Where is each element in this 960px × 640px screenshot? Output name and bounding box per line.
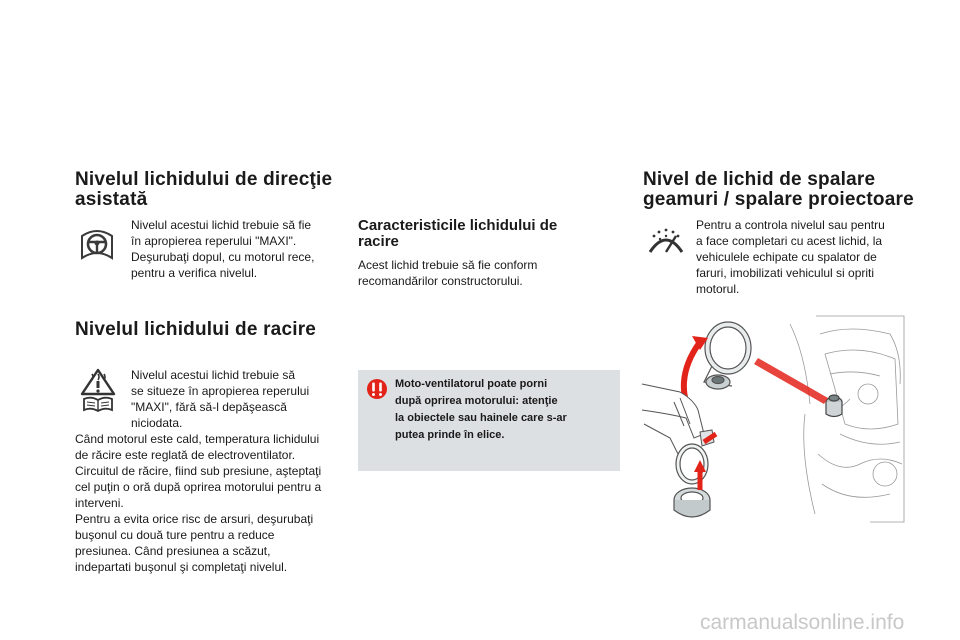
steering-fluid-title: Nivelul lichidului de direcţie asistată	[75, 169, 333, 210]
fan-warning-text: Moto-ventilatorul poate porni după oprirea motorului: atenţie la obiectele sau hainele care s-ar putea prinde în elice.	[395, 378, 567, 441]
steering-fluid-text: Nivelul acestui lichid trebuie să fie în apropierea reperului "MAXI". Deşurubaţi dopul, cu motorul rece, pentru a verifica nivelul.	[131, 218, 315, 280]
exclamation-warning-icon	[366, 378, 388, 400]
coolant-level-title: Nivelul lichidului de racire	[75, 319, 317, 340]
watermark: carmanualsonline.info	[700, 611, 905, 634]
coolant-characteristics-title: Caracteristicile lichidului de racire	[358, 217, 558, 250]
hot-warning-manual-icon	[80, 368, 116, 412]
fan-warning-box	[358, 370, 620, 471]
steering-wheel-icon	[79, 224, 115, 262]
washer-fluid-text: Pentru a controla nivelul sau pentru a face completari cu acest lichid, la vehiculele echipate cu spalator de faruri, imobilizati vehiculul si opriti motorul.	[696, 218, 885, 296]
coolant-level-text: Când motorul este cald, temperatura lichidului de răcire este reglată de electroventilator. Circuitul de răcire, fiind sub presiune, aşteptaţi cel puţin o oră după oprirea motorului pentru a interveni. Pentru a evita orice risc de arsuri, deşurubaţi buşonul cu două ture pentru a reduce presiunea. Când presiunea a scăzut, indepartati buşonul şi completaţi nivelul.	[75, 432, 322, 574]
washer-reservoir-illustration	[640, 314, 906, 529]
windscreen-washer-icon	[646, 224, 686, 258]
coolant-characteristics-text: Acest lichid trebuie să fie conform recomandărilor constructorului.	[358, 258, 538, 288]
washer-fluid-title: Nivel de lichid de spalare geamuri / spalare proiectoare	[643, 169, 914, 210]
coolant-level-text-indented: Nivelul acestui lichid trebuie să se situeze în apropierea reperului "MAXI", fără să-l depăşească niciodata.	[131, 368, 310, 430]
